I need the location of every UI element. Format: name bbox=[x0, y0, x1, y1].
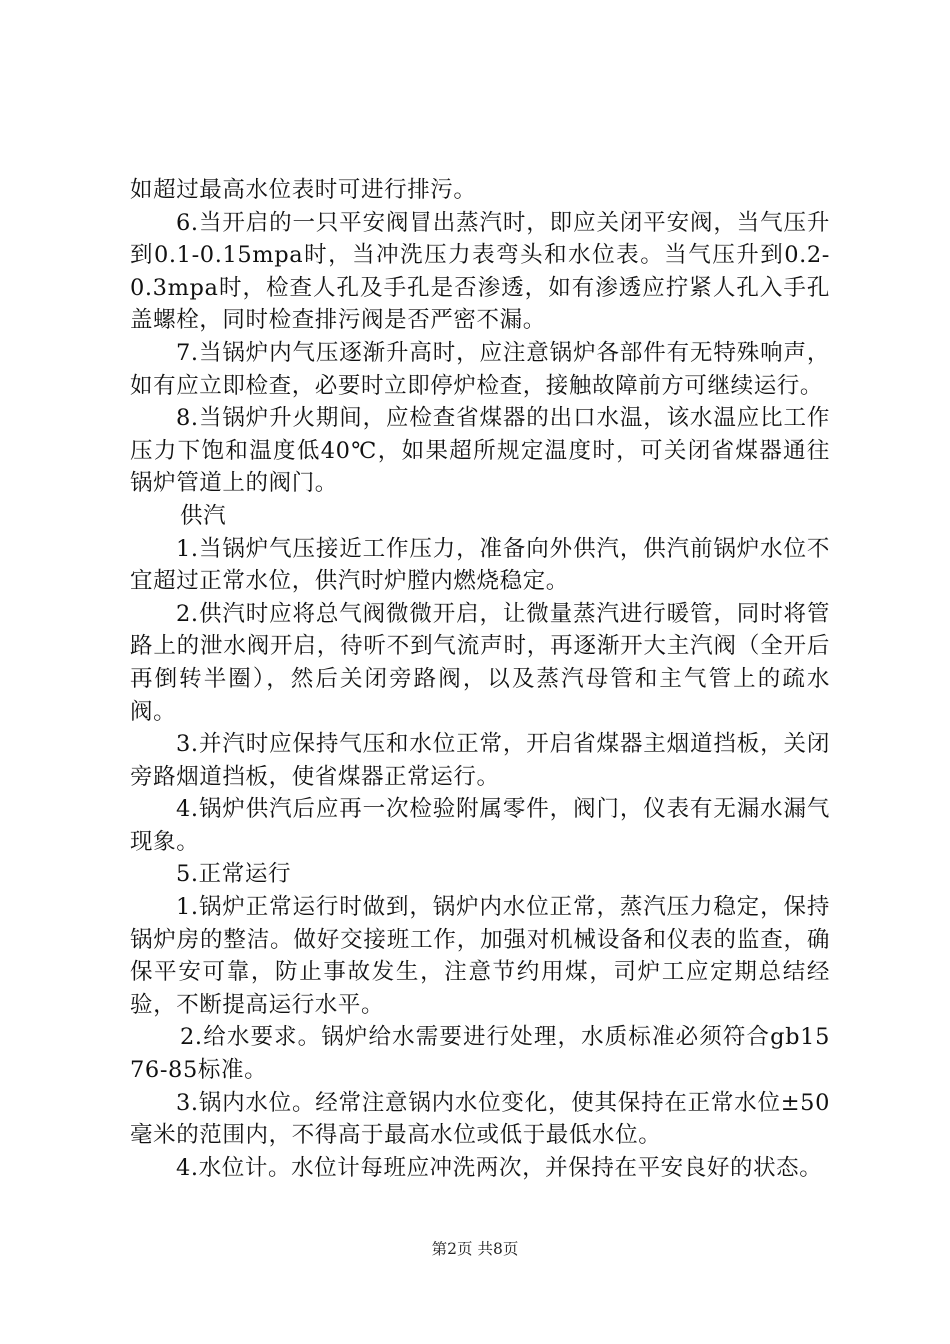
paragraph: 2.给水要求。锅炉给水需要进行处理，水质标准必须符合gb1576-85标准。 bbox=[130, 1024, 830, 1084]
paragraph: 2.供汽时应将总气阀微微开启，让微量蒸汽进行暖管，同时将管路上的泄水阀开启，待听不到气流声时，再逐渐开大主汽阀（全开后再倒转半圈），然后关闭旁路阀，以及蒸汽母管和主气管上的疏水阀。 bbox=[130, 600, 830, 725]
paragraph: 8.当锅炉升火期间，应检查省煤器的出口水温，该水温应比工作压力下饱和温度低40℃，如果超所规定温度时，可关闭省煤器通往锅炉管道上的阀门。 bbox=[130, 405, 830, 497]
paragraph: 7.当锅炉内气压逐渐升高时，应注意锅炉各部件有无特殊响声，如有应立即检查，必要时立即停炉检查，接触故障前方可继续运行。 bbox=[130, 339, 830, 399]
paragraph: 4.水位计。水位计每班应冲洗两次，并保持在平安良好的状态。 bbox=[176, 1154, 823, 1181]
section-heading: 供汽 bbox=[180, 502, 227, 529]
document-body bbox=[130, 174, 830, 1184]
page-number: 第2页 共8页 bbox=[431, 1240, 519, 1258]
paragraph: 3.并汽时应保持气压和水位正常，开启省煤器主烟道挡板，关闭旁路烟道挡板，使省煤器正常运行。 bbox=[130, 731, 830, 790]
paragraph: 6.当开启的一只平安阀冒出蒸汽时，即应关闭平安阀，当气压升到0.1-0.15mpa时，当冲洗压力表弯头和水位表。当气压升到0.2-0.3mpa时，检查人孔及手孔是否渗透，如有渗透应拧紧人孔入手孔盖螺栓，同时检查排污阀是否严密不漏。 bbox=[130, 209, 830, 334]
page-footer bbox=[0, 1239, 950, 1259]
paragraph: 3.锅内水位。经常注意锅内水位变化，使其保持在正常水位±50毫米的范围内，不得高于最高水位或低于最低水位。 bbox=[130, 1089, 830, 1149]
paragraph: 4.锅炉供汽后应再一次检验附属零件，阀门，仪表有无漏水漏气现象。 bbox=[130, 796, 830, 855]
paragraph: 1.锅炉正常运行时做到，锅炉内水位正常，蒸汽压力稳定，保持锅炉房的整洁。做好交接班工作，加强对机械设备和仪表的监查，确保平安可靠，防止事故发生，注意节约用煤，司炉工应定期总结经验，不断提高运行水平。 bbox=[130, 894, 830, 1018]
section-heading: 5.正常运行 bbox=[176, 861, 292, 888]
paragraph: 1.当锅炉气压接近工作压力，准备向外供汽，供汽前锅炉水位不宜超过正常水位，供汽时炉膛内燃烧稳定。 bbox=[130, 535, 830, 595]
paragraph: 如超过最高水位表时可进行排污。 bbox=[130, 177, 477, 203]
